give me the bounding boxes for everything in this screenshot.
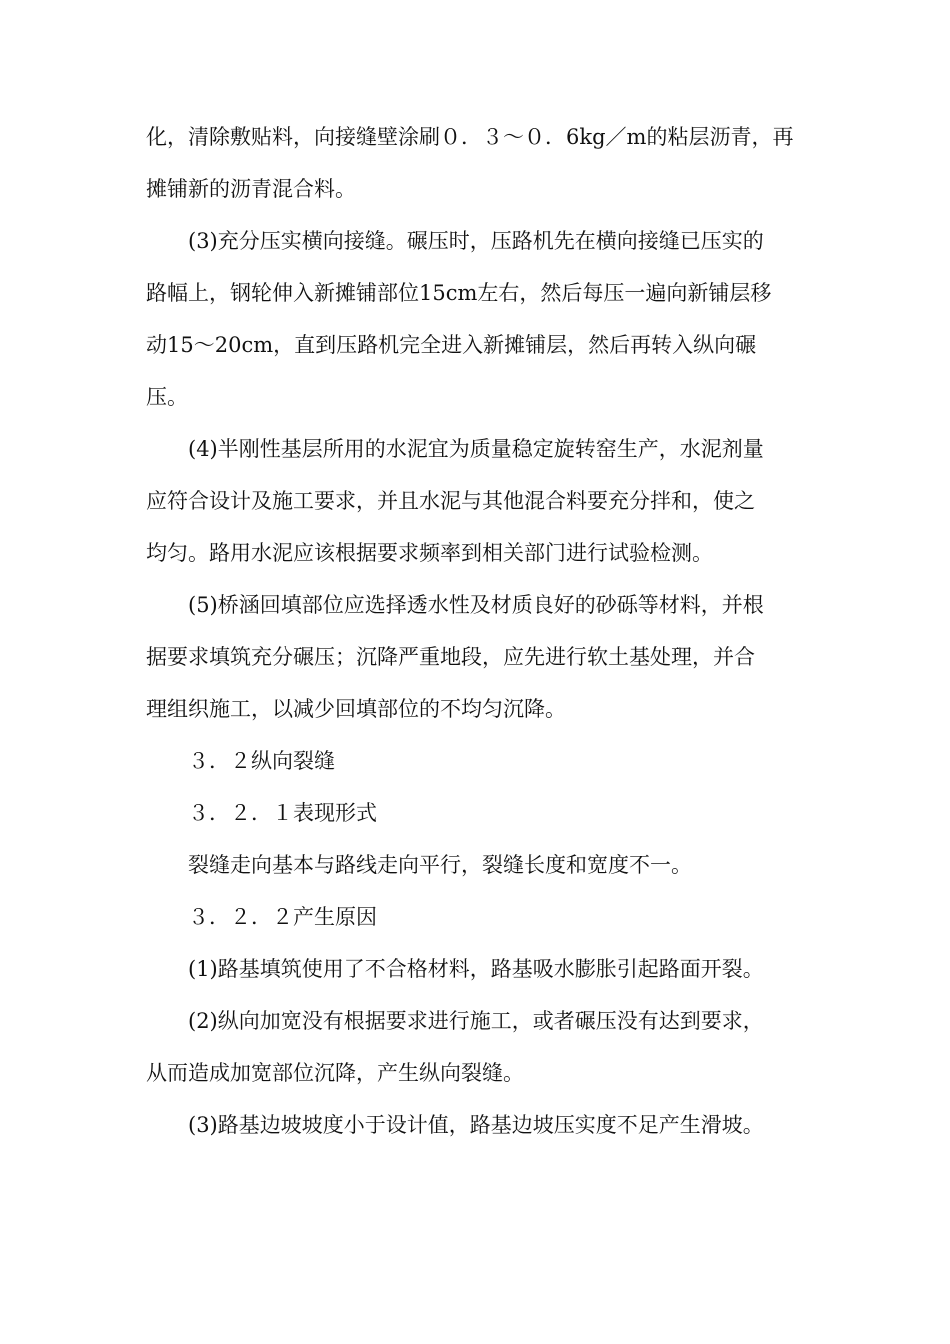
text-line: 压。 — [146, 385, 188, 409]
text-line: 路幅上，钢轮伸入新摊铺部位15cm左右，然后每压一遍向新铺层移 — [146, 281, 772, 305]
paragraph-start: (1)路基填筑使用了不合格材料，路基吸水膨胀引起路面开裂。 — [188, 957, 764, 981]
document-body — [146, 116, 806, 1156]
subsection-heading: ３．２．２产生原因 — [188, 905, 377, 929]
text-line: 据要求填筑充分碾压；沉降严重地段，应先进行软土基处理，并合 — [146, 645, 755, 669]
text-line: 从而造成加宽部位沉降，产生纵向裂缝。 — [146, 1061, 524, 1085]
text-line: 理组织施工，以减少回填部位的不均匀沉降。 — [146, 697, 566, 721]
subsection-heading: ３．２．１表现形式 — [188, 801, 377, 825]
paragraph-start: (3)充分压实横向接缝。碾压时，压路机先在横向接缝已压实的 — [188, 229, 764, 253]
section-heading: ３．２纵向裂缝 — [188, 749, 335, 773]
paragraph-start: 裂缝走向基本与路线走向平行，裂缝长度和宽度不一。 — [188, 853, 692, 877]
text-line: 动15～20cm，直到压路机完全进入新摊铺层，然后再转入纵向碾 — [146, 333, 757, 357]
text-line: 均匀。路用水泥应该根据要求频率到相关部门进行试验检测。 — [146, 541, 713, 565]
paragraph-start: (3)路基边坡坡度小于设计值，路基边坡压实度不足产生滑坡。 — [188, 1113, 764, 1137]
text-line: 化，清除敷贴料，向接缝壁涂刷０．３～０．6kg／m的粘层沥青，再 — [146, 125, 794, 149]
paragraph-start: (4)半刚性基层所用的水泥宜为质量稳定旋转窑生产，水泥剂量 — [188, 437, 764, 461]
text-line: 摊铺新的沥青混合料。 — [146, 177, 356, 201]
text-line: 应符合设计及施工要求，并且水泥与其他混合料要充分拌和，使之 — [146, 489, 755, 513]
paragraph-start: (2)纵向加宽没有根据要求进行施工，或者碾压没有达到要求， — [188, 1009, 764, 1033]
paragraph-start: (5)桥涵回填部位应选择透水性及材质良好的砂砾等材料，并根 — [188, 593, 764, 617]
